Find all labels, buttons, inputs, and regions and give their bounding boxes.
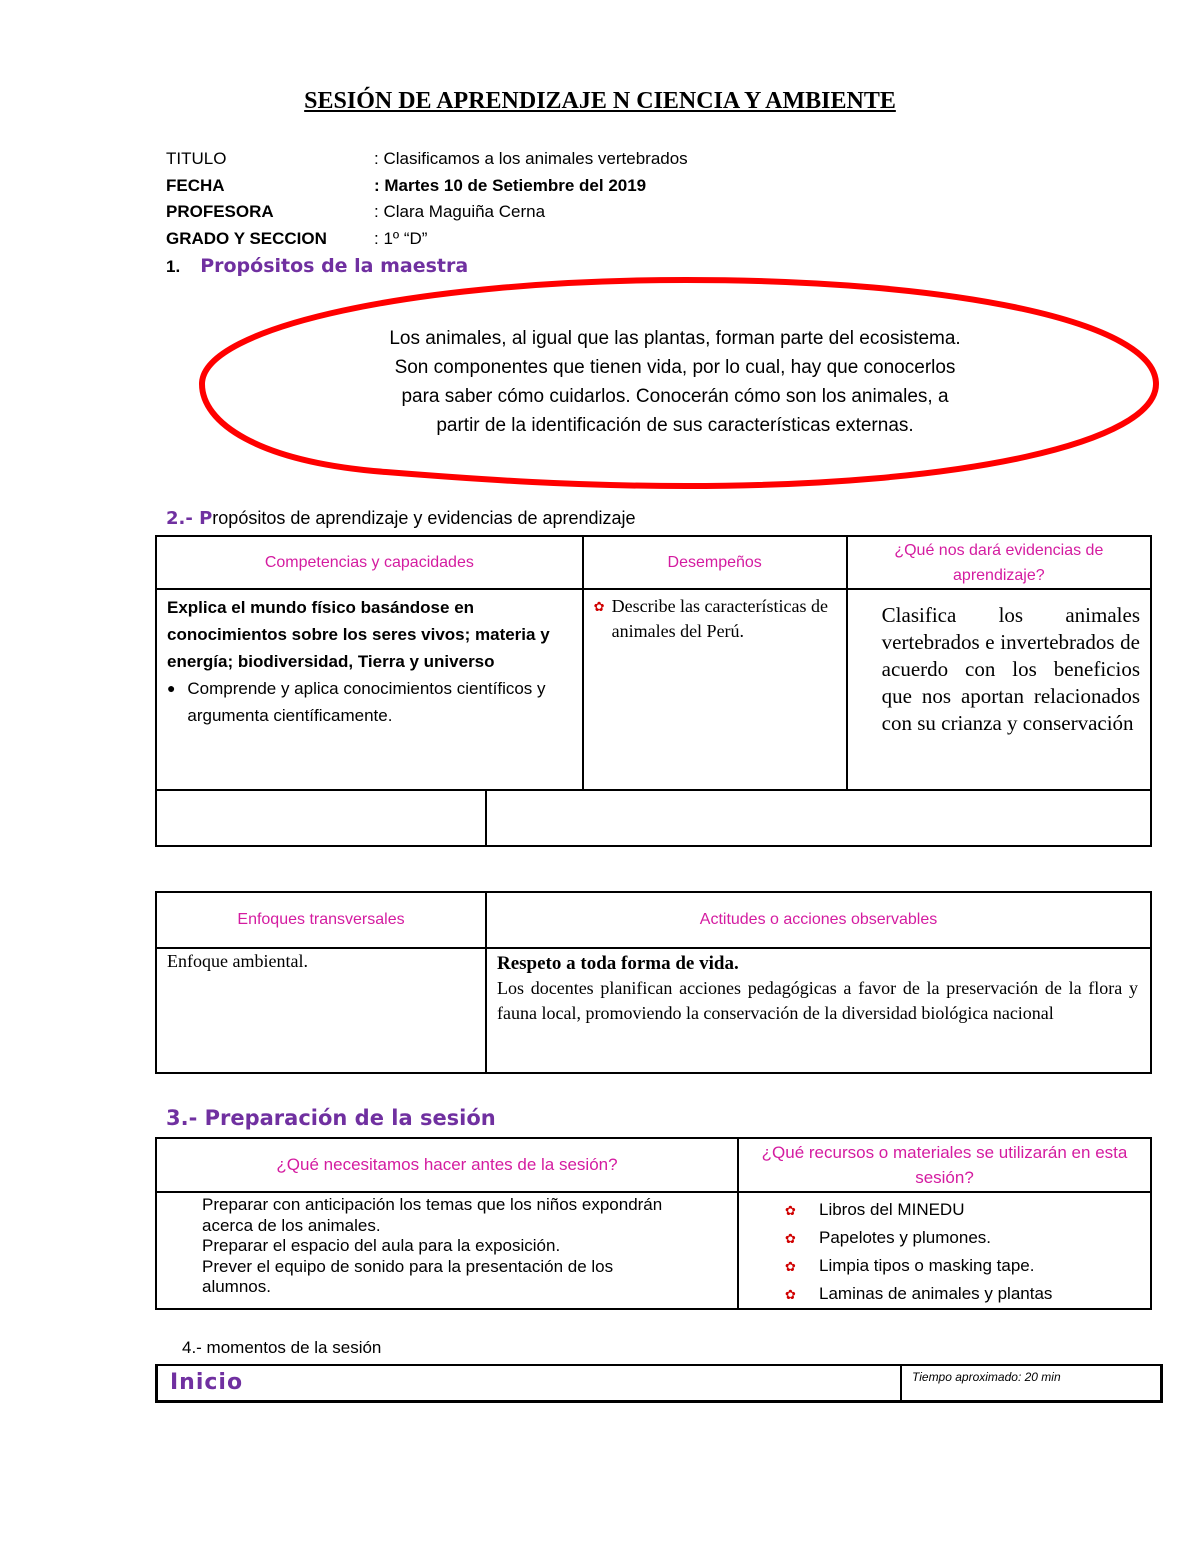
action-item: Prever el equipo de sonido para la presentación de los alumnos. (202, 1256, 614, 1296)
info-row-titulo (166, 146, 688, 173)
material-text: Laminas de animales y plantas (819, 1284, 1053, 1303)
material-text: Limpia tipos o masking tape. (819, 1256, 1035, 1275)
actitud-text: Los docentes planifican acciones pedagógicas a favor de la preservación de la flora y fauna local, promoviendo la conservación de la diversidad biológica nacional (497, 978, 1138, 1023)
empty-cell (486, 790, 1151, 846)
purpose-line: para saber cómo cuidarlos. Conocerán cómo son los animales, a (401, 386, 949, 407)
desempeno-cell (583, 589, 847, 790)
info-key: TITULO (166, 149, 227, 168)
section-number: 2.- P (166, 508, 213, 529)
section-label: ropósitos de aprendizaje y evidencias de aprendizaje (212, 508, 636, 528)
actitud-title: Respeto a toda forma de vida. (497, 953, 739, 974)
capacidad-item (167, 675, 574, 729)
info-key: PROFESORA (166, 202, 274, 221)
header-enfoques: Enfoques transversales (156, 892, 486, 948)
info-row-fecha (166, 173, 688, 200)
page-title: SESIÓN DE APRENDIZAJE N CIENCIA Y AMBIENTE (304, 88, 896, 114)
info-value: : Clasificamos a los animales vertebrados (374, 149, 688, 168)
action-item: Preparar con anticipación los temas que los niños expondrán acerca de los animales. (202, 1195, 663, 1235)
section-3-heading: 3.- Preparación de la sesión (166, 1106, 496, 1130)
purpose-line: partir de la identificación de sus características externas. (436, 415, 914, 436)
material-text: Libros del MINEDU (819, 1200, 965, 1219)
material-item (785, 1252, 1150, 1280)
header-evidencias: ¿Qué nos dará evidencias de aprendizaje? (847, 536, 1151, 589)
bullet-icon: ● (167, 680, 176, 696)
materials-cell (738, 1192, 1151, 1309)
action-item: Preparar el espacio del aula para la exposición. (202, 1236, 561, 1255)
enfoques-table (155, 891, 1152, 1074)
info-key: FECHA (166, 175, 225, 195)
header-recursos: ¿Qué recursos o materiales se utilizarán en esta sesión? (738, 1138, 1151, 1192)
rose-bullet-icon: ✿ (785, 1203, 796, 1218)
competencies-table (155, 535, 1152, 847)
capacidad-text: Comprende y aplica conocimientos científicos y argumenta científicamente. (187, 679, 546, 725)
info-key: GRADO Y SECCION (166, 228, 327, 248)
purpose-line: Los animales, al igual que las plantas, forman parte del ecosistema. (389, 328, 961, 349)
actitud-cell (486, 948, 1151, 1073)
actions-cell (156, 1192, 738, 1309)
header-desempenos: Desempeños (583, 536, 847, 589)
competencia-cell (156, 589, 583, 790)
header-antes: ¿Qué necesitamos hacer antes de la sesión? (156, 1138, 738, 1192)
rose-bullet-icon: ✿ (785, 1259, 796, 1274)
preparation-table (155, 1137, 1152, 1310)
info-value: : Martes 10 de Setiembre del 2019 (374, 175, 647, 195)
info-row-grado (166, 226, 688, 253)
enfoque-cell (156, 948, 486, 1073)
info-value: : 1º “D” (374, 228, 428, 248)
info-row-profesora (166, 199, 688, 226)
desempeno-item (594, 594, 838, 644)
enfoque-text: Enfoque ambiental. (167, 951, 308, 971)
empty-cell (156, 790, 486, 846)
material-text: Papelotes y plumones. (819, 1228, 991, 1247)
desempeno-text: Describe las características de animales del Perú. (611, 596, 828, 641)
purpose-text (330, 324, 1020, 440)
material-item (785, 1280, 1150, 1308)
header-competencias: Competencias y capacidades (156, 536, 583, 589)
rose-bullet-icon: ✿ (785, 1231, 796, 1246)
material-item (785, 1196, 1150, 1224)
rose-bullet-icon: ✿ (785, 1287, 796, 1302)
evidencia-text: Clasifica los animales vertebrados e invertebrados de acuerdo con los beneficios que nos aportan relacionados con su crianza y conservación (881, 603, 1140, 735)
competencia-text: Explica el mundo físico basándose en conocimientos sobre los seres vivos; materia y energía; biodiversidad, Tierra y universo (167, 598, 550, 671)
evidencia-cell (847, 589, 1151, 790)
rose-bullet-icon: ✿ (593, 599, 605, 614)
section-2-heading (166, 508, 636, 529)
phase-time: Tiempo aproximado: 20 min (901, 1365, 1162, 1401)
section-number: 1. (166, 257, 181, 276)
material-item (785, 1224, 1150, 1252)
info-value: : Clara Maguiña Cerna (374, 202, 546, 221)
section-4-heading: 4.- momentos de la sesión (182, 1338, 382, 1357)
moments-table (155, 1364, 1163, 1403)
header-actitudes: Actitudes o acciones observables (486, 892, 1151, 948)
session-info (166, 146, 688, 252)
section-label: Propósitos de la maestra (200, 255, 469, 277)
purpose-line: Son componentes que tienen vida, por lo cual, hay que conocerlos (394, 357, 956, 378)
phase-inicio: Inicio (157, 1365, 902, 1401)
